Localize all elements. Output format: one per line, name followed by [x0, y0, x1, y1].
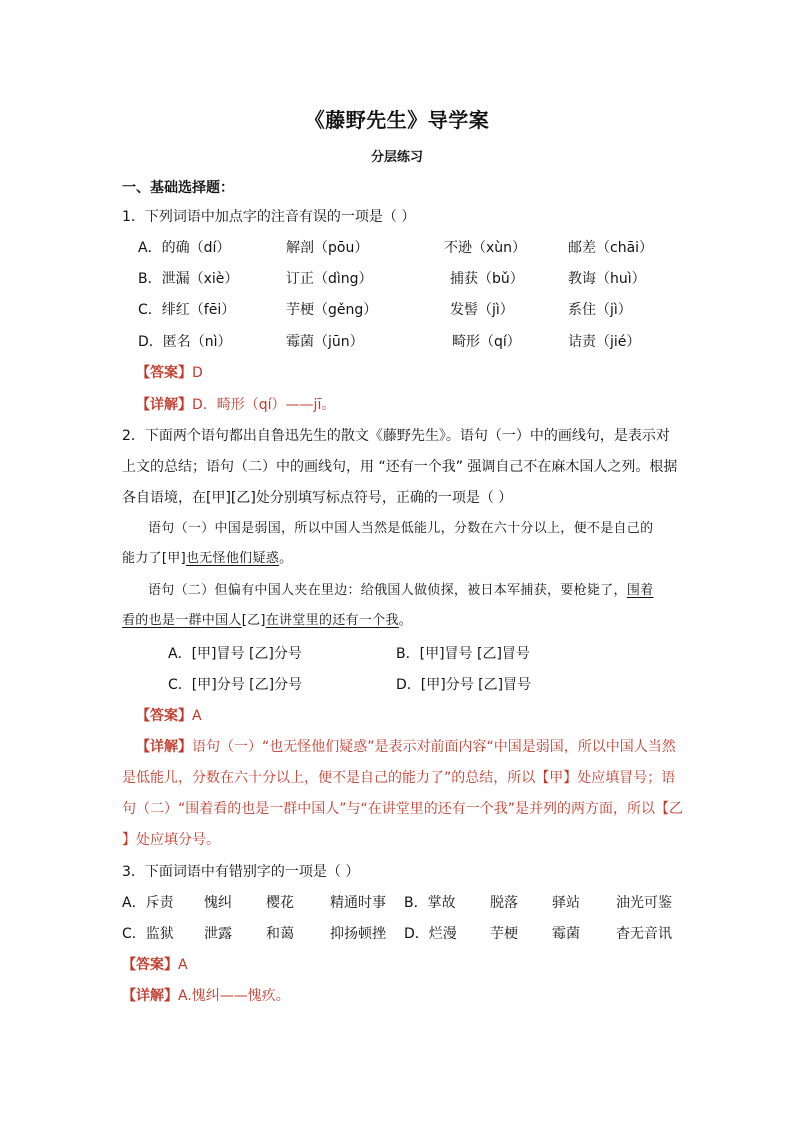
q2-detail-line1	[136, 737, 676, 757]
s2-underlined-1: 看的也是一群中国人	[122, 613, 242, 628]
q2-detail-line3: 句（二）“围着看的也是一群中国人”与“在讲堂里的还有一个我”是并列的两方面，所以【乙	[122, 801, 684, 817]
q1-option-b-2: 订正（dìng）	[286, 271, 373, 287]
detail-text: D．畸形（qí）——jī。	[192, 397, 336, 413]
s2-mark: [乙]	[241, 613, 266, 628]
q1-option-d-4: 诘责（jié）	[568, 334, 641, 350]
q1-option-a-2: 解剖（pōu）	[286, 240, 369, 256]
s1-text: 能力了[甲]	[122, 551, 186, 566]
q3-row2-2: 泄露	[204, 926, 232, 942]
q1-option-d-2: 霉菌（jūn）	[286, 334, 364, 350]
q3-row1-8: 油光可鉴	[616, 895, 672, 911]
q3-row2-3: 和蔼	[266, 926, 294, 942]
q3-row2-6: 芋梗	[490, 926, 518, 942]
q1-option-d-3: 畸形（qí）	[452, 334, 521, 350]
s2-text: 语句（二）但偏有中国人夹在里边：给俄国人做侦探，被日本军捕获，要枪毙了，	[148, 583, 627, 598]
q2-option-d: D．[甲]分号 [乙]冒号	[396, 677, 532, 693]
q3-answer	[122, 955, 188, 975]
answer-value: D	[192, 365, 203, 381]
q3-row2-7: 霉菌	[552, 926, 580, 942]
detail-label: 【详解】	[136, 397, 192, 413]
answer-label: 【答案】	[136, 365, 192, 381]
q3-row2-1: C．监狱	[122, 926, 174, 942]
s1-underlined: 也无怪他们疑惑	[185, 551, 280, 566]
q1-option-c-1: C．绯红（fēi）	[138, 302, 236, 318]
q2-option-c: C．[甲]分号 [乙]分号	[168, 677, 303, 693]
q1-detail	[136, 395, 335, 415]
question-2-stem-line2: 上文的总结；语句（二）中的画线句，用 “还有一个我” 强调自己不在麻木国人之列。根据	[122, 459, 678, 475]
q2-detail-line2: 是低能儿，分数在六十分以上，便不是自己的能力了”的总结，所以【甲】处应填冒号；语	[122, 770, 676, 786]
q3-row2-8: 杳无音讯	[616, 926, 672, 942]
q1-answer	[136, 363, 203, 383]
q1-option-a-1: A．的确（dí）	[138, 240, 231, 256]
q1-option-d-1: D．匿名（nì）	[138, 334, 232, 350]
q1-option-b-3: 捕获（bǔ）	[450, 271, 524, 287]
q3-row1-1: A．斥责	[122, 895, 174, 911]
s2-underlined-2: 在讲堂里的还有一个我	[265, 613, 399, 628]
q2-answer	[136, 706, 202, 726]
detail-label: 【详解】	[122, 988, 178, 1004]
q3-row1-7: 驿站	[552, 895, 580, 911]
question-2-stem-line3: 各自语境，在[甲][乙]处分别填写标点符号，正确的一项是（ ）	[122, 490, 513, 506]
document-subtitle: 分层练习	[370, 150, 423, 165]
question-2-stem-line1: 2．下面两个语句都出自鲁迅先生的散文《藤野先生》。语句（一）中的画线句，是表示对	[122, 428, 670, 444]
document-title: 《藤野先生》导学案	[304, 108, 490, 132]
q1-option-c-4: 系住（jì）	[568, 302, 632, 318]
q1-option-c-3: 发髻（jì）	[450, 302, 514, 318]
detail-text: 语句（一）“也无怪他们疑惑”是表示对前面内容“中国是弱国，所以中国人当然	[192, 739, 676, 755]
q1-option-c-2: 芋梗（gěng）	[286, 302, 378, 318]
detail-label: 【详解】	[136, 739, 192, 755]
section-heading: 一、基础选择题：	[122, 180, 234, 196]
q2-sentence-2-line2	[122, 611, 412, 631]
q1-option-a-3: 不逊（xùn）	[444, 240, 527, 256]
q3-row2-5: D．烂漫	[404, 926, 457, 942]
s1-end: 。	[279, 551, 293, 566]
answer-label: 【答案】	[122, 957, 178, 973]
detail-text: A.愧纠——愧疚。	[178, 988, 290, 1004]
q2-detail-line4: 】处应填分号。	[122, 832, 220, 848]
answer-value: A	[178, 957, 188, 973]
q3-row1-6: 脱落	[490, 895, 518, 911]
q3-row1-2: 愧纠	[204, 895, 232, 911]
q1-option-a-4: 邮差（chāi）	[568, 240, 654, 256]
q3-row1-3: 樱花	[266, 895, 294, 911]
q3-row1-4: 精通时事	[330, 895, 386, 911]
s2-end: 。	[398, 613, 413, 628]
s2-underlined-start: 围着	[626, 583, 654, 598]
q2-sentence-1-line2	[122, 549, 292, 569]
q1-option-b-1: B．泄漏（xiè）	[138, 271, 239, 287]
q2-option-b: B．[甲]冒号 [乙]冒号	[396, 646, 530, 662]
q2-sentence-1-line1: 语句（一）中国是弱国，所以中国人当然是低能儿，分数在六十分以上，便不是自己的	[148, 521, 654, 536]
answer-value: A	[192, 708, 202, 724]
answer-label: 【答案】	[136, 708, 192, 724]
q3-detail	[122, 986, 290, 1006]
q1-option-b-4: 教诲（huì）	[568, 271, 646, 287]
question-1-stem: 1．下列词语中加点字的注音有误的一项是（ ）	[122, 209, 416, 225]
q2-option-a: A．[甲]冒号 [乙]分号	[168, 646, 302, 662]
q2-sentence-2-line1	[148, 581, 653, 601]
q3-row2-4: 抑扬顿挫	[330, 926, 386, 942]
question-3-stem: 3．下面词语中有错别字的一项是（ ）	[122, 864, 360, 880]
q3-row1-5: B．掌故	[404, 895, 456, 911]
